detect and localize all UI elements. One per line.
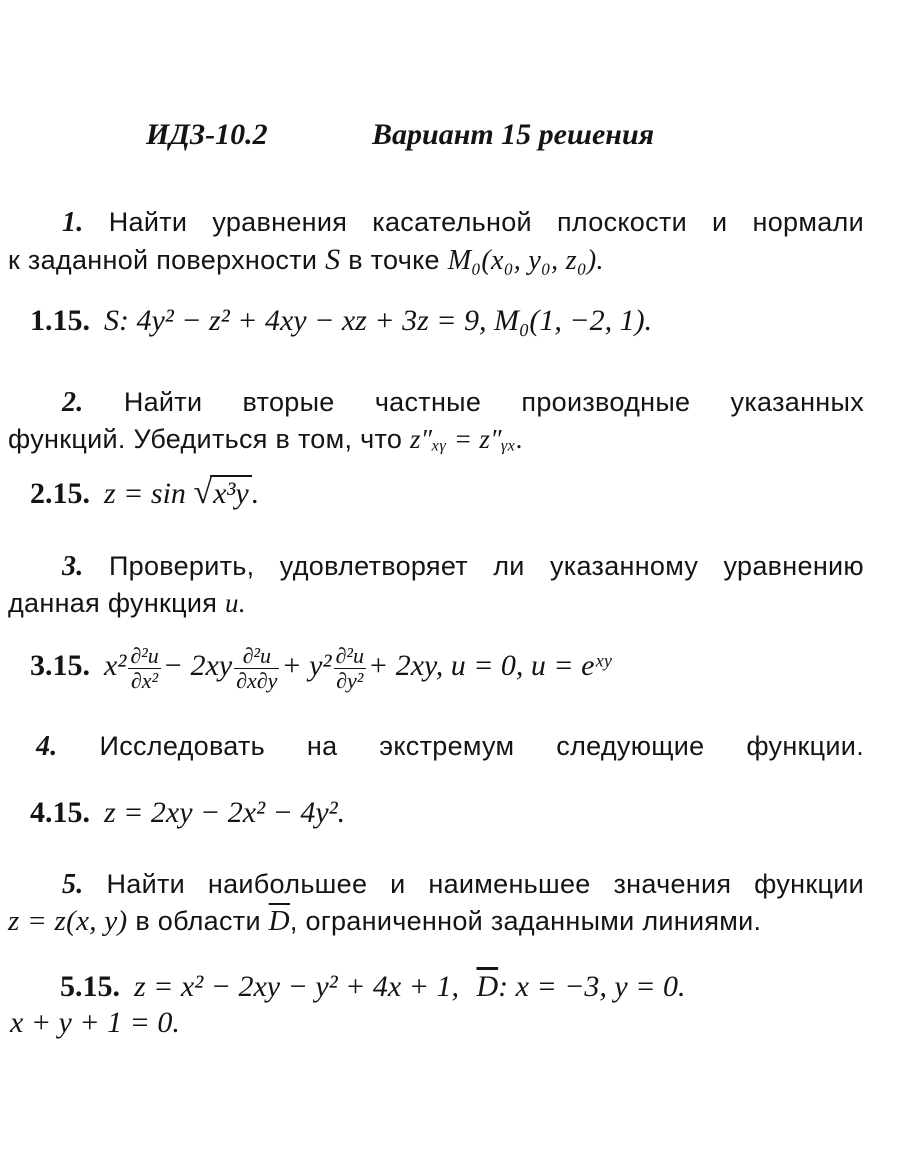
task-1-text: Найти уравнения касательной плоскости и нормали — [108, 207, 864, 237]
page-header — [0, 118, 910, 162]
problem-number: 1.15. — [30, 304, 90, 337]
fraction-d2u-dxdy — [234, 644, 279, 693]
point-m0: M₀(x₀, y₀, z₀). — [447, 245, 604, 276]
task-3-text-2: данная функция — [8, 588, 218, 618]
problem-lhs: z = sin — [104, 477, 186, 510]
sqrt-sign: √ — [193, 474, 213, 511]
task-5-text-3: , ограниченной заданными линиями. — [289, 906, 762, 936]
function-u: u. — [225, 588, 246, 618]
sqrt-radicand: x³y — [210, 475, 252, 511]
numerator: ∂²u — [130, 642, 159, 668]
task-2 — [8, 384, 864, 458]
task-1-text-3: в точке — [348, 245, 440, 275]
task-1 — [8, 204, 864, 279]
task-3-line-1 — [8, 548, 864, 585]
region-bound-line: x + y + 1 = 0. — [10, 1006, 180, 1039]
task-2-text: Найти вторые частные производные указанных — [123, 387, 864, 417]
numerator: ∂²u — [335, 642, 364, 668]
denominator: ∂y² — [336, 667, 364, 693]
term-1-coef: x² — [104, 649, 127, 682]
problem-equation: S: 4y² − z² + 4xy − xz + 3z = 9, M₀(1, −2, 1). — [104, 304, 653, 337]
task-5-text-2: в области — [135, 906, 261, 936]
task-5-number: 5. — [62, 869, 84, 900]
assignment-code: ИДЗ-10.2 — [146, 118, 268, 151]
problem-number: 3.15. — [30, 649, 90, 682]
problem-5-15 — [60, 970, 686, 1004]
task-2-line-1 — [8, 384, 864, 421]
fraction-d2u-dx2 — [128, 644, 160, 693]
problem-number: 5.15. — [60, 970, 120, 1003]
task-5 — [8, 866, 864, 940]
task-3-text: Проверить, удовлетворяет ли указанному уравнению — [108, 551, 864, 581]
problem-3-15 — [30, 634, 611, 698]
mixed-derivative-equality: z″ₓᵧ = z″ᵧₓ. — [409, 424, 524, 454]
surface-symbol: S — [325, 243, 341, 276]
task-1-line-2 — [8, 241, 864, 279]
task-4-number: 4. — [36, 731, 58, 762]
problem-5-15-line-2 — [10, 1006, 180, 1040]
problem-4-15 — [30, 796, 345, 830]
task-1-line-1 — [8, 204, 864, 241]
task-2-number: 2. — [62, 387, 84, 418]
problem-2-15 — [30, 474, 259, 512]
problem-number: 2.15. — [30, 477, 90, 510]
problem-number: 4.15. — [30, 796, 90, 829]
region-d: $\overline{D}$ — [268, 905, 290, 937]
task-5-line-2 — [8, 903, 864, 940]
task-5-line-1 — [8, 866, 864, 903]
task-4 — [8, 728, 864, 765]
task-2-text-2: функций. Убедиться в том, что — [8, 424, 403, 454]
task-3 — [8, 548, 864, 622]
numerator: ∂²u — [234, 644, 279, 669]
function-z: z = z(x, y) — [8, 905, 128, 937]
task-1-number: 1. — [62, 207, 84, 238]
task-2-line-2 — [8, 421, 864, 458]
problem-equation: z = x² − 2xy − y² + 4x + 1, — [134, 970, 459, 1003]
task-3-line-2 — [8, 585, 864, 622]
task-1-text-2: к заданной поверхности — [8, 245, 318, 275]
problem-equation: z = 2xy − 2x² − 4y². — [104, 796, 346, 829]
variant-title: Вариант 15 решения — [372, 118, 655, 151]
task-4-text: Исследовать на экстремум следующие функции. — [99, 731, 864, 761]
task-4-line-1 — [8, 728, 864, 765]
region-bounds: : x = −3, y = 0. — [498, 970, 686, 1003]
task-3-number: 3. — [62, 551, 84, 582]
fraction-d2u-dy2 — [334, 644, 366, 693]
term-3-coef: + y² — [281, 649, 332, 682]
task-5-text: Найти наибольшее и наименьшее значения функции — [106, 869, 864, 899]
equation-tail: + 2xy, u = 0, u = eˣʸ — [367, 649, 611, 682]
denominator: ∂x∂y — [236, 667, 278, 693]
region-d: $\overline{D}$ — [476, 970, 499, 1003]
problem-end: . — [251, 477, 260, 510]
problem-1-15 — [30, 304, 652, 338]
term-2-coef: − 2xy — [162, 649, 233, 682]
denominator: ∂x² — [130, 667, 159, 693]
